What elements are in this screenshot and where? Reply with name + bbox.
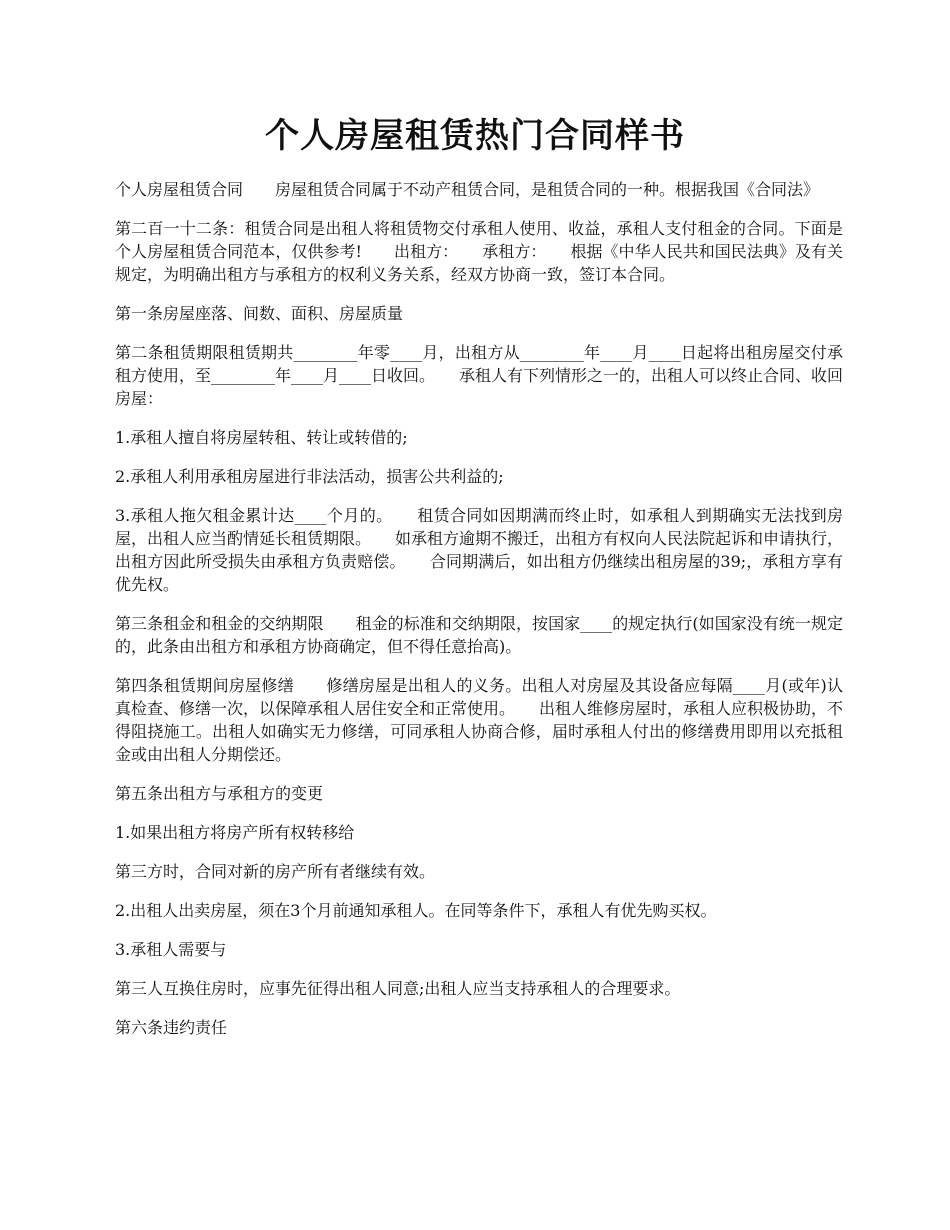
paragraph-clause-1: 第一条房屋座落、间数、面积、房屋质量: [115, 304, 404, 323]
paragraph-item-3: 3.承租人拖欠租金累计达____个月的。 租赁合同如因期满而终止时，如承租人到期确实无法找到房屋，出租人应当酌情延长租赁期限。 如承租方逾期不搬迁，出租方有权向人民法院起诉和申请执行，出租方因此所受损失由承租方负责赔偿。 合同期满后，如出租方仍继续出租房屋的39;，承租方享有优先权。: [115, 506, 844, 594]
paragraph-item-1: 1.承租人擅自将房屋转租、转让或转借的;: [115, 428, 408, 447]
document-body: [115, 178, 843, 1055]
paragraph-item-2: 2.承租人利用承租房屋进行非法活动，损害公共利益的;: [115, 467, 504, 486]
document-title: 个人房屋租赁热门合同样书: [265, 116, 685, 156]
paragraph-third-party: 第三方时，合同对新的房产所有者继续有效。: [115, 862, 436, 881]
paragraph-intro: 个人房屋租赁合同 房屋租赁合同属于不动产租赁合同，是租赁合同的一种。根据我国《合同法》: [115, 180, 820, 199]
paragraph-clause-5-item-3: 3.承租人需要与: [115, 940, 227, 959]
paragraph-clause-5-item-1: 1.如果出租方将房产所有权转移给: [115, 823, 355, 842]
paragraph-clause-3: 第三条租金和租金的交纳期限 租金的标准和交纳期限，按国家____的规定执行(如国家没有统一规定的，此条由出租方和承租方协商确定，但不得任意抬高)。: [115, 614, 843, 656]
paragraph-clause-6: 第六条违约责任: [115, 1018, 228, 1037]
paragraph-clause-5: 第五条出租方与承租方的变更: [115, 784, 324, 803]
paragraph-clause-4: 第四条租赁期间房屋修缮 修缮房屋是出租人的义务。出租人对房屋及其设备应每隔____月(或年)认真检查、修缮一次，以保障承租人居住安全和正常使用。 出租人维修房屋时，承租人应积极协助，不得阻挠施工。出租人如确实无力修缮，可同承租人协商合修，届时承租人付出的修缮费用即用以充抵租金或由出租人分期偿还。: [115, 676, 844, 764]
paragraph-clause-5-item-2: 2.出租人出卖房屋，须在3个月前通知承租人。在同等条件下，承租人有优先购买权。: [115, 901, 717, 920]
paragraph-article-212: 第二百一十二条：租赁合同是出租人将租赁物交付承租人使用、收益，承租人支付租金的合同。下面是个人房屋租赁合同范本，仅供参考! 出租方： 承租方： 根据《中华人民共和国民法典》及有关规定，为明确出租方与承租方的权利义务关系，经双方协商一致，签订本合同。: [115, 219, 843, 284]
paragraph-exchange: 第三人互换住房时，应事先征得出租人同意;出租人应当支持承租人的合理要求。: [115, 979, 681, 998]
paragraph-clause-2: 第二条租赁期限租赁期共________年零____月，出租方从________年____月____日起将出租房屋交付承租方使用，至________年____月____日收回。 承租人有下列情形之一的，出租人可以终止合同、收回房屋：: [115, 343, 844, 408]
